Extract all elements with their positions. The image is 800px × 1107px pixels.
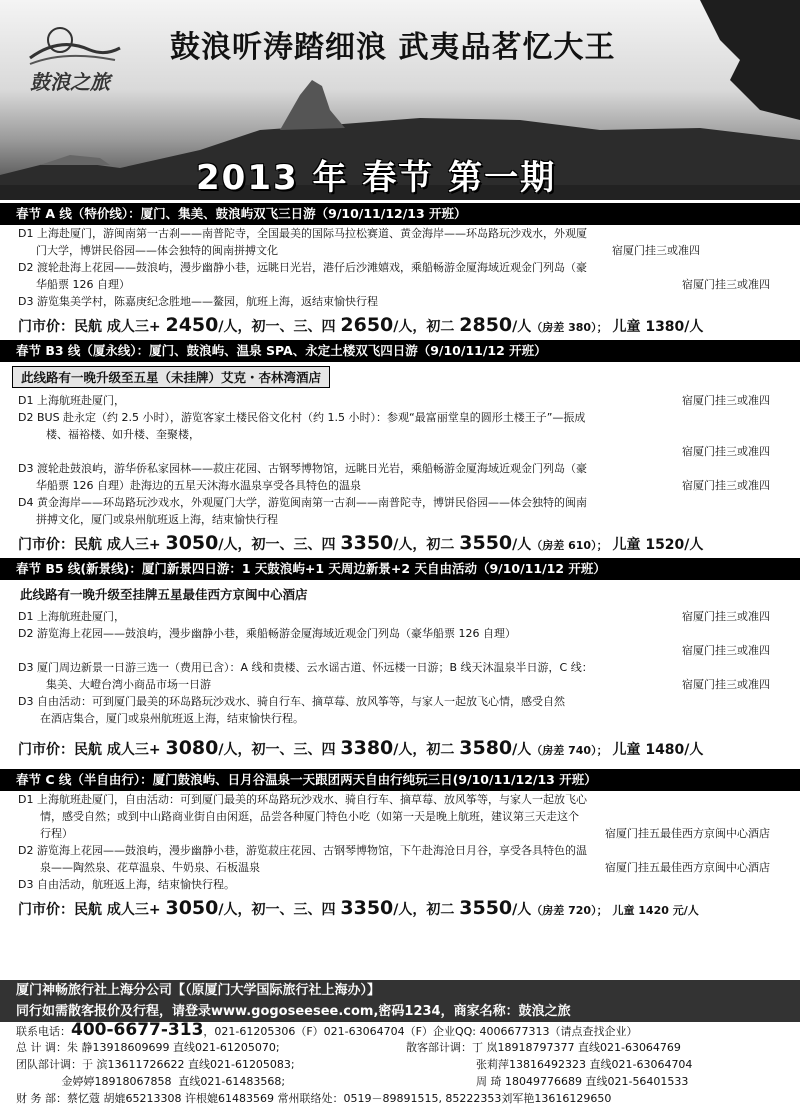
price-adult: 3080 xyxy=(165,737,219,759)
price-label: 门市价：民航 成人三+ xyxy=(18,537,161,553)
hotel-note: 宿厦门挂三或准四 xyxy=(612,244,700,257)
itinerary-line xyxy=(0,443,800,460)
staff-entry: 散客部计调：丁 岚18918797377 直线021-63064769 xyxy=(406,1041,681,1054)
itinerary-line: D3 游览集美学村，陈嘉庚纪念胜地——鳌园，航班上海，返结束愉快行程 xyxy=(18,295,378,308)
itinerary-text: D1 上海航班赴厦门， xyxy=(18,394,125,407)
price-line xyxy=(0,893,800,923)
price-text: /人 xyxy=(512,902,532,918)
itinerary-line xyxy=(0,276,800,293)
itinerary-line xyxy=(0,676,800,693)
price-adult: 3050 xyxy=(165,897,219,919)
footer xyxy=(0,980,800,1107)
price-day1: 3350 xyxy=(340,532,394,554)
price-note: （房差 380）； xyxy=(531,321,608,334)
contact-phone: 400-6677-313 xyxy=(71,1022,204,1039)
price-text: /人 xyxy=(512,742,532,758)
contact-label: 联系电话： xyxy=(16,1025,71,1038)
staff-entry: 周 琦 18049776689 直线021-56401533 xyxy=(476,1075,689,1088)
price-child: 儿童 1480/人 xyxy=(612,742,704,758)
price-note: （房差 720）； xyxy=(531,904,608,917)
itinerary-line xyxy=(0,859,800,876)
itinerary-line: D2 BUS 赴永定（约 2.5 小时），游览客家土楼民俗文化村（约 1.5 小时）：参观“最富丽堂皇的圆形土楼王子”—振成 xyxy=(18,411,586,424)
itinerary-line xyxy=(0,392,800,409)
price-day2: 3550 xyxy=(459,897,513,919)
itinerary-text: 拼搏文化，厦门或泉州航班返上海，结束愉快行程 xyxy=(36,513,278,526)
price-text: /人，初一、三、四 xyxy=(218,742,336,758)
route-title: 春节 C 线（半自由行）：厦门鼓浪屿、日月谷温泉一天跟团两天自由行纯玩三日(9/10/11/12/13 开班） xyxy=(0,769,800,791)
itinerary-text: 集美、大嶝台湾小商品市场一日游 xyxy=(46,678,211,691)
price-child: 儿童 1380/人 xyxy=(612,319,704,335)
price-text: /人，初一、三、四 xyxy=(218,902,336,918)
hotel-note: 宿厦门挂三或准四 xyxy=(682,278,770,291)
price-day1: 3350 xyxy=(340,897,394,919)
price-day2: 2850 xyxy=(459,314,513,336)
route-title: 春节 B5 线(新景线)：厦门新景四日游：1 天鼓浪屿+1 天周边新景+2 天自由活动（9/10/11/12 开班） xyxy=(0,558,800,580)
finance-row: 财 务 部：蔡忆蔻 胡媲65213308 许根媲61483569 常州联络处：0519－89891515, 85222353刘军艳13616129650 xyxy=(16,1092,612,1105)
price-text: /人 xyxy=(512,537,532,553)
staff-entry: 总 计 调：朱 静13918609699 直线021-61205070; xyxy=(16,1041,280,1054)
staff-row xyxy=(0,1039,800,1056)
staff-entry: 金婷婷18918067858 直线021-61483568; xyxy=(16,1075,286,1088)
itinerary-line xyxy=(0,426,800,443)
hotel-note: 宿厦门挂三或准四 xyxy=(682,610,770,623)
price-note: （房差 740）； xyxy=(531,744,608,757)
contact-extra: ，021-61205306（F）021-63064704（F）企业QQ: 4006677313（请点查找企业） xyxy=(203,1025,638,1038)
issue-title: 2013 年 春节 第一期 xyxy=(196,158,557,198)
staff-row xyxy=(0,1073,800,1090)
itinerary-line: D1 上海航班赴厦门，自由活动：可到厦门最美的环岛路玩沙戏水、骑自行车、摘草莓、放风筝等，与家人一起放飞心 xyxy=(18,793,587,806)
route-c xyxy=(0,769,800,923)
itinerary-line: D2 游览海上花园——鼓浪屿，漫步幽静小巷，游览菽庄花园、古钢琴博物馆，下午赴海沧日月谷，享受各具特色的温 xyxy=(18,844,587,857)
itinerary-line: D2 游览海上花园——鼓浪屿，漫步幽静小巷，乘船畅游金厦海域近观金门列岛（豪华船票 126 自理） xyxy=(18,627,516,640)
hotel-note: 宿厦门挂三或准四 xyxy=(682,445,770,458)
itinerary-line: D3 自由活动：可到厦门最美的环岛路玩沙戏水、骑自行车、摘草莓、放风筝等，与家人一起放飞心情，感受自然 xyxy=(18,695,565,708)
price-day2: 3580 xyxy=(459,737,513,759)
contact-line xyxy=(0,1022,800,1039)
price-line xyxy=(0,733,800,763)
itinerary-text: 在酒店集合，厦门或泉州航班返上海，结束愉快行程。 xyxy=(40,712,304,725)
itinerary-line xyxy=(0,825,800,842)
itinerary-line xyxy=(0,642,800,659)
price-adult: 2450 xyxy=(165,314,219,336)
brand-name: 鼓浪之旅 xyxy=(30,70,110,94)
itinerary-text: 情，感受自然；或到中山路商业街自由闲逛，品尝各种厦门特色小吃（如第一天是晚上航班，建议第三天走这个 xyxy=(40,810,579,823)
route-title: 春节 B3 线（厦永线）：厦门、鼓浪屿、温泉 SPA、永定土楼双飞四日游（9/10/11/12 开班） xyxy=(0,340,800,362)
hotel-note: 宿厦门挂三或准四 xyxy=(682,678,770,691)
itinerary-line: D3 渡轮赴鼓浪屿，游华侨私家园林——菽庄花园、古钢琴博物馆，远眺日光岩，乘船畅游金厦海域近观金门列岛（豪 xyxy=(18,462,587,475)
hotel-note: 宿厦门挂五最佳西方京闽中心酒店 xyxy=(605,827,770,840)
price-label: 门市价：民航 成人三+ xyxy=(18,902,161,918)
price-text: /人，初二 xyxy=(393,319,455,335)
itinerary-line: D3 厦门周边新景一日游三选一（费用已含）：A 线和贵楼、云水谣古道、怀远楼一日游；B 线天沐温泉半日游，C 线： xyxy=(18,661,593,674)
price-day1: 2650 xyxy=(340,314,394,336)
price-text: /人，初一、三、四 xyxy=(218,537,336,553)
price-child: 儿童 1420 元/人 xyxy=(612,904,699,917)
hotel-note: 宿厦门挂三或准四 xyxy=(682,394,770,407)
itinerary-line xyxy=(0,710,800,727)
price-adult: 3050 xyxy=(165,532,219,554)
itinerary-line xyxy=(0,242,800,259)
price-label: 门市价：民航 成人三+ xyxy=(18,319,161,335)
hotel-note: 宿厦门挂三或准四 xyxy=(682,644,770,657)
price-text: /人 xyxy=(512,319,532,335)
price-text: /人，初二 xyxy=(393,537,455,553)
itinerary-line: D4 黄金海岸——环岛路玩沙戏水，外观厦门大学，游览闽南第一古刹——南普陀寺，博饼民俗园——体会独特的闽南 xyxy=(18,496,587,509)
route-b3 xyxy=(0,340,800,558)
itinerary-line xyxy=(0,608,800,625)
staff-entry: 张莉萍13816492323 直线021-63064704 xyxy=(476,1058,693,1071)
itinerary-line xyxy=(0,511,800,528)
route-b5 xyxy=(0,558,800,769)
staff-entry: 团队部计调：于 滨13611726622 直线021-61205083; xyxy=(16,1058,295,1071)
staff-row xyxy=(0,1056,800,1073)
itinerary-line: D2 渡轮赴海上花园——鼓浪屿，漫步幽静小巷，远眺日光岩，港仔后沙滩嬉戏，乘船畅游金厦海域近观金门列岛（豪 xyxy=(18,261,587,274)
header-banner xyxy=(0,0,800,200)
price-line xyxy=(0,528,800,558)
price-text: /人，初一、三、四 xyxy=(218,319,336,335)
itinerary-text: 行程） xyxy=(40,827,73,840)
price-line xyxy=(0,310,800,340)
price-note: （房差 610）； xyxy=(531,539,608,552)
itinerary-line xyxy=(0,808,800,825)
itinerary-line xyxy=(0,477,800,494)
price-text: /人，初二 xyxy=(393,742,455,758)
price-day1: 3380 xyxy=(340,737,394,759)
price-day2: 3550 xyxy=(459,532,513,554)
itinerary-line: D1 上海赴厦门，游闽南第一古刹——南普陀寺，全国最美的国际马拉松赛道、黄金海岸——环岛路玩沙戏水，外观厦 xyxy=(18,227,587,240)
upgrade-note: 此线路有一晚升级至五星（未挂牌）艾克・杏林湾酒店 xyxy=(12,366,330,388)
brand-logo-icon xyxy=(20,18,130,68)
agency-notice: 同行如需散客报价及行程，请登录www.gogoseesee.com,密码1234，商家名称：鼓浪之旅 xyxy=(0,1001,800,1022)
slogan: 鼓浪听涛踏细浪 武夷品茗忆大王 xyxy=(170,30,616,65)
itinerary-text: 泉——陶然泉、花草温泉、牛奶泉、石板温泉 xyxy=(40,861,260,874)
itinerary-text: 华船票 126 自理） xyxy=(36,278,130,291)
route-title: 春节 A 线（特价线）：厦门、集美、鼓浪屿双飞三日游（9/10/11/12/13 开班） xyxy=(0,203,800,225)
route-list xyxy=(0,203,800,923)
price-label: 门市价：民航 成人三+ xyxy=(18,742,161,758)
company-name: 厦门神畅旅行社上海分公司【（原厦门大学国际旅行社上海办）】 xyxy=(0,980,800,1001)
route-a xyxy=(0,203,800,340)
hotel-note: 宿厦门挂三或准四 xyxy=(682,479,770,492)
itinerary-text: D1 上海航班赴厦门， xyxy=(18,610,125,623)
price-text: /人，初二 xyxy=(393,902,455,918)
hotel-note: 宿厦门挂五最佳西方京闽中心酒店 xyxy=(605,861,770,874)
upgrade-note: 此线路有一晚升级至挂牌五星最佳西方京闽中心酒店 xyxy=(20,587,308,602)
itinerary-text: 华船票 126 自理）赴海边的五星天沐海水温泉享受各具特色的温泉 xyxy=(36,479,361,492)
itinerary-text: 楼、福裕楼、如升楼、奎聚楼， xyxy=(46,428,200,441)
itinerary-line: D3 自由活动，航班返上海，结束愉快行程。 xyxy=(18,878,235,891)
itinerary-text: 门大学，博饼民俗园——体会独特的闽南拼搏文化 xyxy=(36,244,278,257)
price-child: 儿童 1520/人 xyxy=(612,537,704,553)
